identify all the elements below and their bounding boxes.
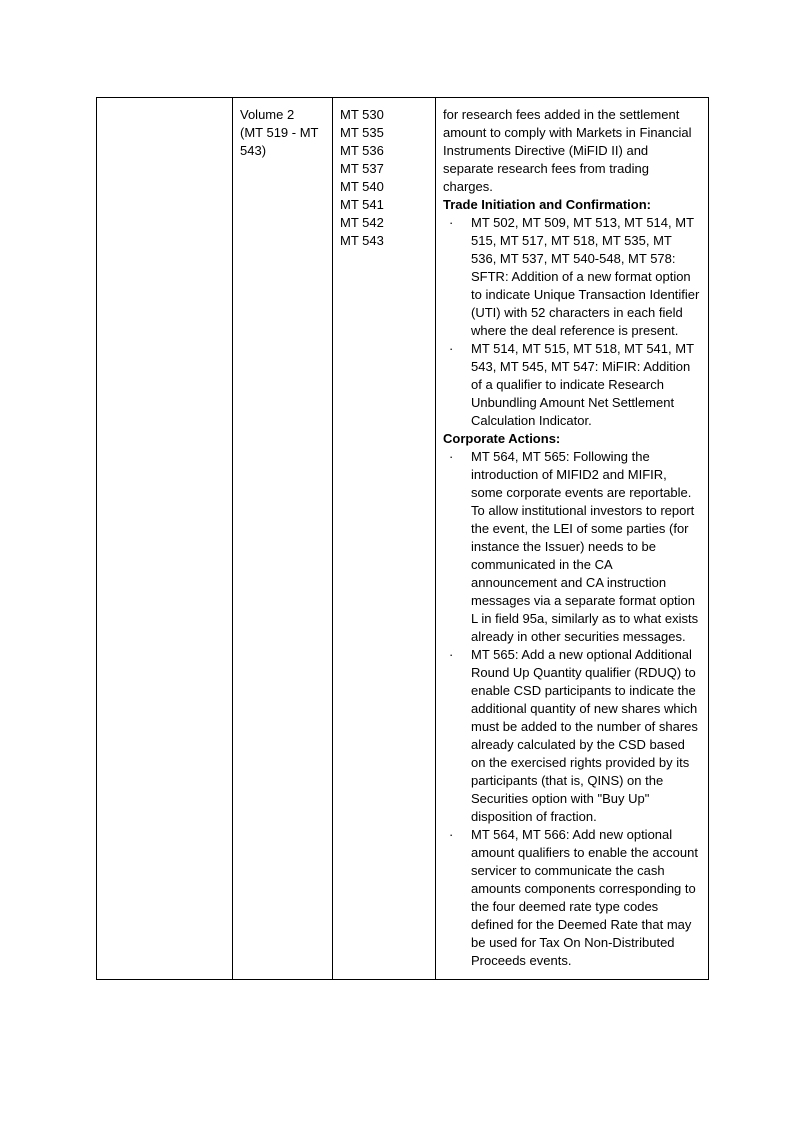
table-row [97, 98, 709, 980]
list-item [443, 448, 700, 646]
list-item: MT 541 [340, 197, 384, 212]
list-item [443, 826, 700, 970]
list-item [443, 646, 700, 826]
list-item: MT 535 [340, 125, 384, 140]
table-cell-spacer [97, 98, 233, 980]
list-item-text: MT 564, MT 565: Following the introduction of MIFID2 and MIFIR, some corporate events are reportable. To allow institutional investors to report the event, the LEI of some parties (for instance the Issuer) needs to be communicated in the CA announcement and CA instruction messages via a separate format option L in field 95a, similarly as to what exists already in other securities messages. [471, 449, 699, 644]
table-cell-volume [233, 98, 333, 980]
bullet-icon: · [449, 215, 454, 230]
section-heading-trade-initiation: Trade Initiation and Confirmation: [443, 197, 651, 212]
section-heading-corporate-actions: Corporate Actions: [443, 431, 561, 446]
table-cell-message-types [333, 98, 436, 980]
message-type-list [333, 98, 435, 259]
description-cell-content [436, 98, 708, 979]
list-item: MT 542 [340, 215, 384, 230]
list-item [443, 214, 700, 340]
list-item-text: MT 502, MT 509, MT 513, MT 514, MT 515, MT 517, MT 518, MT 535, MT 536, MT 537, MT 540-548, MT 578: SFTR: Addition of a new format option to indicate Unique Transaction Identifier (UTI) with 52 characters in each field where the deal reference is present. [471, 215, 700, 338]
volume-cell-content [233, 98, 332, 169]
volume-line: Volume 2 [240, 107, 295, 122]
bullet-icon: · [449, 341, 454, 356]
bullet-list-trade-initiation [443, 214, 700, 430]
table-cell-description [436, 98, 709, 980]
standards-release-table [96, 97, 709, 980]
volume-line: (MT 519 - MT [240, 125, 319, 140]
list-item: MT 536 [340, 143, 384, 158]
volume-line: 543) [240, 143, 267, 158]
bullet-icon: · [449, 449, 454, 464]
list-item [443, 340, 700, 430]
list-item: MT 530 [340, 107, 384, 122]
bullet-list-corporate-actions [443, 448, 700, 970]
list-item: MT 537 [340, 161, 384, 176]
list-item-text: MT 565: Add a new optional Additional Round Up Quantity qualifier (RDUQ) to enable CSD participants to indicate the additional quantity of new shares which must be added to the number of shares already calculated by the CSD based on the exercised rights provided by its participants (that is, QINS) on the Securities option with "Buy Up" disposition of fraction. [471, 647, 698, 824]
list-item-text: MT 564, MT 566: Add new optional amount qualifiers to enable the account servicer to communicate the cash amounts components corresponding to the four deemed rate type codes defined for the Deemed Rate that may be used for Tax On Non-Distributed Proceeds events. [471, 827, 698, 968]
bullet-icon: · [449, 827, 454, 842]
list-item: MT 543 [340, 233, 384, 248]
list-item-text: MT 514, MT 515, MT 518, MT 541, MT 543, MT 545, MT 547: MiFIR: Addition of a qualifier to indicate Research Unbundling Amount Net Settlement Calculation Indicator. [471, 341, 694, 428]
intro-paragraph: for research fees added in the settlement amount to comply with Markets in Financial Instruments Directive (MiFID II) and separate research fees from trading charges. [443, 107, 692, 194]
list-item: MT 540 [340, 179, 384, 194]
spacer-cell-content [97, 98, 232, 115]
bullet-icon: · [449, 647, 454, 662]
